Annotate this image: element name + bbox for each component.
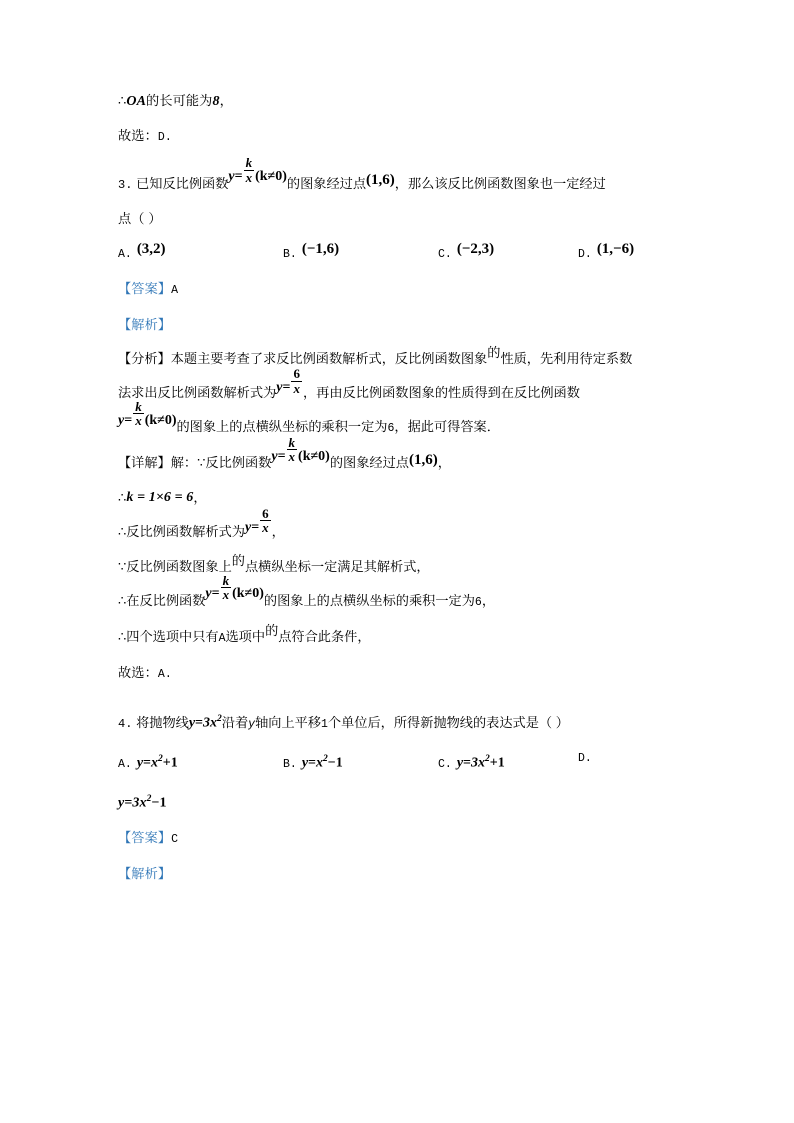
formula-y-equals-six-over-x-2: y= $\frac{6}{x}$	[244, 506, 269, 536]
fenxi-six: 6	[387, 422, 395, 436]
xiangjie-de-raised: 的	[231, 552, 245, 568]
formula-y-equals-six-over-x: y= $\frac{6}{x}$	[276, 366, 300, 396]
question4-axis: y	[248, 717, 256, 731]
xiangjie-text3b: ，	[271, 524, 285, 540]
option4-value-c: $y=3x^2+1$	[456, 754, 505, 771]
question4-option-b[interactable]	[283, 742, 438, 782]
question4-stem-part3: 轴向上平移	[255, 714, 322, 730]
answer-marker: 【答案】	[118, 280, 172, 296]
option4-label-a: A.	[118, 757, 132, 771]
q2-choose-line	[118, 119, 688, 155]
q2-conclusion-line	[118, 84, 688, 119]
question3-xiangjie-line1	[118, 434, 688, 481]
xiangjie-de-raised-2: 的	[265, 622, 279, 638]
option4-label-d: D.	[578, 752, 592, 766]
fenxi-text1b: 性质，先利用待定系数	[500, 350, 633, 366]
question3-xiangjie-line4	[118, 550, 688, 584]
spacer	[118, 155, 688, 167]
q2-choose-label: 故选：	[118, 127, 158, 143]
question4-stem-part4: 个单位后，所得新抛物线的表达式是（ ）	[327, 714, 569, 730]
xiangjie-text3a: 反比例函数解析式为	[126, 524, 245, 540]
question3-stem-part1: 已知反比例函数	[136, 175, 229, 191]
analysis-marker: 【解析】	[118, 316, 172, 332]
fenxi-text2a: 法求出反比例函数解析式为	[118, 384, 277, 400]
xiangjie-text6c: 点符合此条件，	[278, 628, 371, 644]
q2-choose-value: D.	[157, 130, 172, 144]
option-value-a: (3,2)	[136, 240, 166, 257]
question4-stem-part2: 沿着	[221, 714, 249, 730]
k-equation: k = 1×6 = 6	[126, 490, 194, 506]
question3-stem-part4: 点（ ）	[118, 210, 162, 226]
fenxi-de-raised: 的	[487, 344, 501, 360]
fenxi-text3: 的图象上的点横纵坐标的乘积一定为	[176, 419, 388, 435]
option-label-d: D.	[578, 247, 592, 261]
formula-inverse-proportional-3: y= $\frac{k}{x}$ (k≠0)	[271, 434, 330, 465]
question3-fenxi-line3	[118, 398, 688, 446]
therefore-symbol-3: ∴	[118, 524, 127, 540]
question3-option-d[interactable]	[578, 236, 634, 272]
question3-choose-label: 故选：	[118, 664, 158, 680]
option4-value-b: $y=x^2-1$	[301, 754, 343, 771]
question3-choose-value: A.	[157, 667, 172, 681]
option-label-b: B.	[283, 247, 297, 261]
xiangjie-text4a: 反比例函数图象上	[126, 558, 232, 574]
q2-conclusion-comma: ，	[219, 93, 233, 108]
question4-stem-part1: 将抛物线	[136, 714, 189, 730]
xiangjie-marker: 【详解】	[118, 455, 171, 471]
formula-inverse-proportional-4: y= $\frac{k}{x}$ (k≠0)	[205, 572, 264, 602]
therefore-symbol: ∴	[118, 93, 127, 108]
q2-conclusion-text: 的长可能为	[146, 93, 213, 108]
xiangjie-six: 6	[474, 595, 482, 609]
xiangjie-point: (1,6)	[408, 451, 438, 468]
question3-option-b[interactable]	[283, 236, 438, 272]
therefore-symbol-5: ∴	[118, 628, 127, 644]
xiangjie-text1a: 反比例函数	[205, 455, 272, 471]
question3-options	[118, 236, 688, 272]
option-label-a: A.	[118, 247, 132, 261]
xiangjie-comma: ，	[437, 455, 451, 471]
question3-option-c[interactable]	[438, 236, 578, 272]
fenxi-marker: 【分析】	[118, 350, 171, 366]
question4-analysis-marker-line	[118, 857, 688, 891]
question4-option-d-value-line[interactable]	[118, 782, 688, 821]
fenxi-text1: 本题主要考查了求反比例函数解析式，反比例函数图象	[170, 350, 488, 366]
xiangjie-text6b: 选项中	[225, 628, 266, 644]
option4-value-a: $y=x^2+1$	[136, 754, 178, 771]
option4-label-b: B.	[283, 757, 297, 771]
answer-marker-2: 【答案】	[118, 829, 172, 845]
document-content	[118, 84, 688, 891]
fenxi-text2b: ，再由反比例函数图象的性质得到在反比例函数	[302, 384, 580, 400]
question4-answer-line	[118, 821, 688, 857]
fenxi-text3b: ，据此可得答案．	[394, 419, 500, 435]
option-value-d: (1,−6)	[596, 240, 635, 257]
option4-label-c: C.	[438, 757, 452, 771]
question4-option-d[interactable]	[578, 742, 597, 776]
k-comma: ，	[193, 489, 207, 505]
xiangjie-text5c: ，	[481, 592, 495, 608]
option4-value-d: $y=3x^2-1$	[118, 793, 167, 811]
question3-point: (1,6)	[366, 172, 395, 189]
xiangjie-text5b: 的图象上的点横纵坐标的乘积一定为	[263, 592, 475, 608]
xiangjie-text1b: 的图象经过点	[329, 455, 409, 471]
option-label-c: C.	[438, 247, 452, 261]
q2-conclusion-value: 8	[212, 93, 220, 109]
question3-xiangjie-line3	[118, 506, 688, 550]
question3-stem	[118, 155, 688, 202]
question3-fenxi-line2	[118, 366, 688, 411]
question3-xiangjie-line6	[118, 620, 688, 656]
xiangjie-text6a: 四个选项中只有	[126, 628, 219, 644]
question3-choose-line	[118, 656, 688, 692]
question3-analysis-marker-line	[118, 308, 688, 342]
question3-fenxi-line1	[118, 342, 688, 376]
question3-option-a[interactable]	[118, 236, 283, 272]
question3-k-line	[118, 481, 688, 516]
question4-option-c[interactable]	[438, 742, 578, 782]
therefore-symbol-4: ∴	[118, 592, 127, 608]
because-symbol-2: ∵	[118, 558, 127, 574]
option-value-b: (−1,6)	[301, 240, 340, 257]
question4-option-a[interactable]	[118, 742, 283, 782]
therefore-symbol-2: ∴	[118, 489, 127, 505]
option-value-c: (−2,3)	[456, 240, 495, 257]
question3-answer-line	[118, 272, 688, 308]
xiangjie-text4b: 点横纵坐标一定满足其解析式，	[244, 558, 430, 574]
question4-units: 1	[321, 717, 328, 731]
question3-xiangjie-line5	[118, 572, 688, 620]
xiangjie-jie: 解：	[170, 455, 198, 471]
question4-stem	[118, 704, 688, 743]
question3-stem-part3: ，那么该反比例函数图象也一定经过	[394, 175, 606, 191]
question3-answer-value: A	[171, 283, 179, 297]
question3-number: 3.	[118, 177, 133, 192]
formula-inverse-proportional: y= $\frac{k}{x}$ (k≠0)	[228, 155, 287, 185]
segment-OA: OA	[126, 93, 147, 109]
analysis-marker-2: 【解析】	[118, 865, 172, 881]
question3-stem-part2: 的图象经过点	[286, 175, 367, 191]
formula-parabola: $y=3x^2$	[188, 713, 222, 731]
xiangjie-text5a: 在反比例函数	[126, 592, 206, 608]
xiangjie-option-a: A	[218, 631, 226, 645]
because-symbol: ∵	[197, 455, 206, 471]
question4-number: 4.	[118, 716, 133, 731]
question4-answer-value: C	[171, 832, 179, 846]
formula-inverse-proportional-2: y= $\frac{k}{x}$ (k≠0)	[118, 398, 177, 429]
question4-options	[118, 742, 688, 782]
